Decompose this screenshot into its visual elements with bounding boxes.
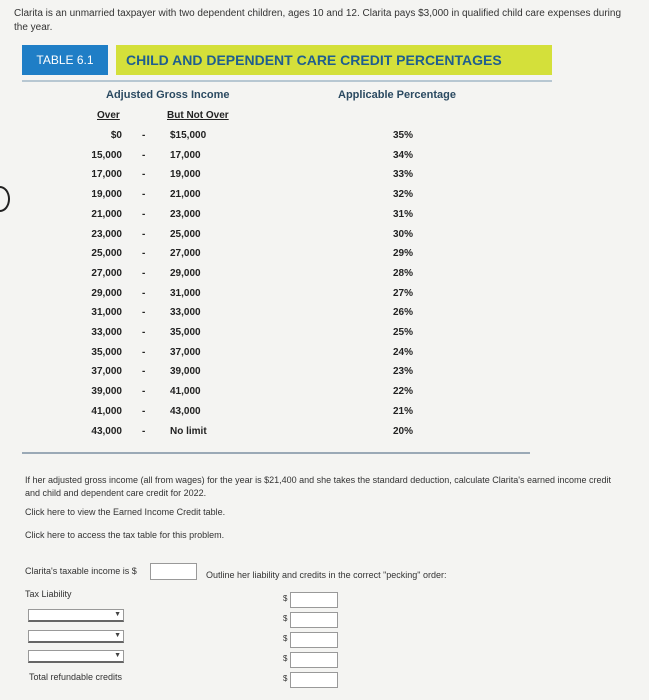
table-row (0, 386, 649, 406)
percentage-cell: 35% (392, 130, 413, 141)
chevron-down-icon: ▼ (114, 611, 121, 618)
table-row (0, 288, 649, 308)
range-dash: - (142, 405, 146, 417)
amount-input[interactable] (290, 612, 338, 628)
percentage-cell: 27% (392, 287, 413, 299)
percentage-cell: 26% (392, 307, 413, 319)
range-dash: - (142, 149, 146, 161)
over-cell: 27,000 (91, 267, 122, 279)
over-cell: 43,000 (91, 425, 122, 437)
range-dash: - (142, 228, 146, 240)
credit-select-2[interactable] (28, 630, 124, 643)
refundable-credits-label: Total refundable credits (29, 672, 123, 682)
not-over-header: But Not Over (167, 110, 229, 121)
amount-field-5[interactable] (283, 672, 343, 688)
percentage-cell: 31% (392, 208, 413, 220)
not-over-cell: 37,000 (170, 346, 201, 358)
table-title: CHILD AND DEPENDENT CARE CREDIT PERCENTAGES (116, 45, 552, 75)
over-cell: 21,000 (91, 208, 122, 220)
divider (22, 80, 552, 82)
table-row (0, 307, 649, 327)
percentage-cell: 21% (392, 405, 413, 417)
not-over-cell: 29,000 (170, 267, 201, 279)
table-row (0, 347, 649, 367)
problem-intro: Clarita is an unmarried taxpayer with two dependent children, ages 10 and 12. Clarita pays $3,000 in qualified child care expenses during the year. (14, 8, 622, 33)
problem-question: If her adjusted gross income (all from wages) for the year is $21,400 and she takes the standard deduction, calculate Clarita's earned income credit and child and dependent care credit for 2022. (25, 475, 612, 498)
not-over-cell: 41,000 (170, 386, 201, 398)
tax-table-link[interactable]: Click here to access the tax table for this problem. (25, 530, 225, 540)
not-over-cell: 35,000 (170, 327, 201, 338)
range-dash: - (142, 248, 146, 260)
not-over-cell: 25,000 (170, 228, 201, 240)
taxable-income-input[interactable] (150, 563, 197, 580)
outline-instruction: Outline her liability and credits in the correct "pecking" order: (206, 570, 447, 580)
amount-field-3[interactable] (283, 632, 343, 648)
percentage-cell: 30% (392, 228, 413, 240)
over-cell: 31,000 (91, 307, 122, 319)
table-row (0, 209, 649, 229)
dollar-sign: $ (283, 674, 288, 683)
over-header: Over (97, 110, 120, 121)
range-dash: - (142, 130, 146, 141)
table-row (0, 268, 649, 288)
table-row (0, 426, 649, 446)
table-row (0, 248, 649, 268)
percentage-header: Applicable Percentage (338, 89, 456, 101)
not-over-cell: 19,000 (170, 169, 201, 181)
over-cell: 29,000 (91, 287, 122, 299)
range-dash: - (142, 189, 146, 201)
not-over-cell: 17,000 (170, 149, 201, 161)
table-row (0, 189, 649, 209)
dollar-sign: $ (283, 614, 288, 623)
taxable-income-label: Clarita's taxable income is $ (25, 566, 137, 576)
over-cell: 39,000 (91, 386, 122, 398)
not-over-cell: 27,000 (170, 248, 201, 260)
range-dash: - (142, 287, 146, 299)
percentage-cell: 22% (392, 386, 413, 398)
percentage-cell: 24% (392, 346, 413, 358)
credit-select-3[interactable] (28, 650, 124, 663)
range-dash: - (142, 425, 146, 437)
not-over-cell: 23,000 (170, 208, 201, 220)
dollar-sign: $ (283, 654, 288, 663)
table-number: TABLE 6.1 (22, 45, 108, 75)
percentage-cell: 29% (392, 248, 413, 260)
table-header (22, 45, 552, 75)
percentage-cell: 33% (392, 169, 413, 181)
table-row (0, 150, 649, 170)
table-row (0, 366, 649, 386)
percentage-cell: 28% (392, 267, 413, 279)
divider (22, 452, 530, 454)
credit-select-1[interactable] (28, 609, 124, 622)
table-row (0, 406, 649, 426)
chevron-down-icon: ▼ (114, 652, 121, 659)
range-dash: - (142, 267, 146, 279)
range-dash: - (142, 386, 146, 398)
amount-field-4[interactable] (283, 652, 343, 668)
not-over-cell: 33,000 (170, 307, 201, 319)
percentage-cell: 20% (392, 425, 413, 437)
not-over-cell: 43,000 (170, 405, 201, 417)
over-cell: 25,000 (91, 248, 122, 260)
agi-header: Adjusted Gross Income (106, 89, 230, 101)
amount-input[interactable] (290, 632, 338, 648)
tax-liability-label: Tax Liability (25, 589, 72, 599)
chevron-down-icon: ▼ (114, 632, 121, 639)
over-cell: 41,000 (91, 405, 122, 417)
amount-input[interactable] (290, 672, 338, 688)
table-row (0, 229, 649, 249)
over-cell: $0 (110, 130, 122, 141)
over-cell: 35,000 (91, 346, 122, 358)
table-row (0, 169, 649, 189)
not-over-cell: No limit (170, 425, 207, 437)
range-dash: - (142, 327, 146, 338)
amount-input[interactable] (290, 592, 338, 608)
dollar-sign: $ (283, 634, 288, 643)
range-dash: - (142, 346, 146, 358)
amount-input[interactable] (290, 652, 338, 668)
amount-field-2[interactable] (283, 612, 343, 628)
over-cell: 33,000 (91, 327, 122, 338)
not-over-cell: 21,000 (170, 189, 201, 201)
percentage-cell: 25% (392, 327, 413, 338)
over-cell: 15,000 (91, 149, 122, 161)
percentage-cell: 34% (392, 149, 413, 161)
percentage-cell: 32% (392, 189, 413, 201)
percentage-cell: 23% (392, 366, 413, 378)
not-over-cell: 39,000 (170, 366, 201, 378)
range-dash: - (142, 169, 146, 181)
not-over-cell: 31,000 (170, 287, 201, 299)
eic-table-link[interactable]: Click here to view the Earned Income Credit table. (25, 507, 226, 517)
over-cell: 37,000 (91, 366, 122, 378)
range-dash: - (142, 307, 146, 319)
amount-field-1[interactable] (283, 592, 343, 608)
range-dash: - (142, 366, 146, 378)
over-cell: 23,000 (91, 228, 122, 240)
range-dash: - (142, 208, 146, 220)
dollar-sign: $ (283, 594, 288, 603)
not-over-cell: $15,000 (170, 130, 207, 141)
over-cell: 17,000 (91, 169, 122, 181)
table-row (0, 327, 649, 347)
table-row (0, 130, 649, 150)
over-cell: 19,000 (91, 189, 122, 201)
